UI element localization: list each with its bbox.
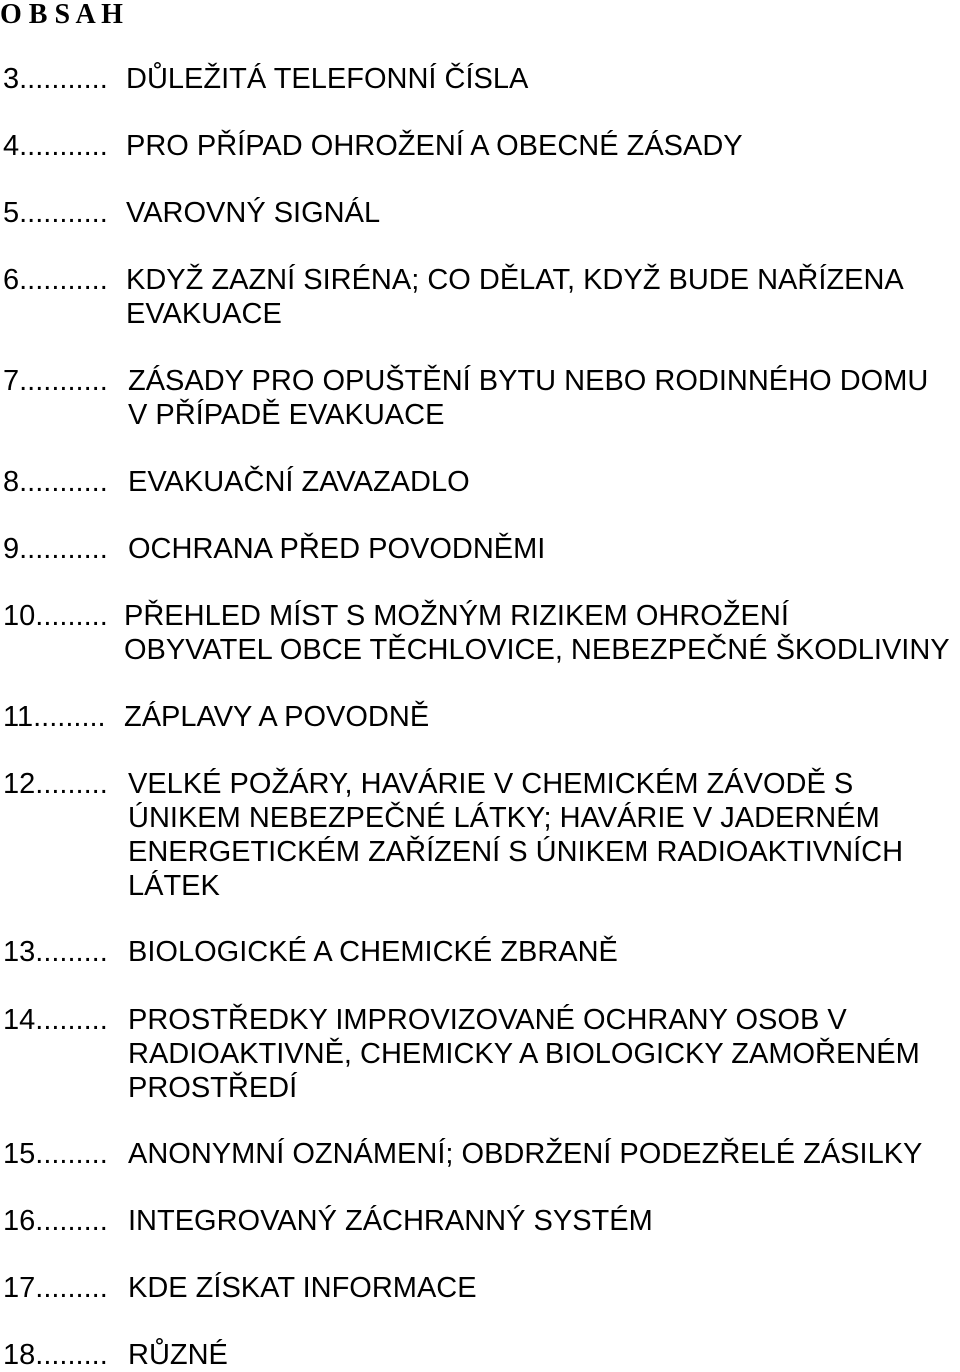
toc-entry-text: ANONYMNÍ OZNÁMENÍ; OBDRŽENÍ PODEZŘELÉ ZÁSILKY (128, 1138, 923, 1170)
toc-entry-number: 5........... (3, 197, 108, 229)
toc-entry-text: KDE ZÍSKAT INFORMACE (128, 1272, 477, 1304)
toc-entry-number: 14......... (3, 1004, 108, 1036)
toc-entry-text: ÚNIKEM NEBEZPEČNÉ LÁTKY; HAVÁRIE V JADERNÉM (128, 802, 880, 834)
toc-entry-number: 12......... (3, 768, 108, 800)
toc-entry-text: PROSTŘEDKY IMPROVIZOVANÉ OCHRANY OSOB V (128, 1004, 847, 1036)
toc-entry-number: 11......... (3, 701, 106, 733)
toc-entry-number: 13......... (3, 936, 108, 968)
page-title: O B S A H (0, 0, 123, 30)
toc-entry-number: 16......... (3, 1205, 108, 1237)
toc-entry-text: PŘEHLED MÍST S MOŽNÝM RIZIKEM OHROŽENÍ (124, 600, 789, 632)
toc-entry-text: INTEGROVANÝ ZÁCHRANNÝ SYSTÉM (128, 1205, 653, 1237)
toc-entry-text: ENERGETICKÉM ZAŘÍZENÍ S ÚNIKEM RADIOAKTIVNÍCH (128, 836, 904, 868)
toc-entry-number: 4........... (3, 130, 108, 162)
toc-entry-text: RŮZNÉ (128, 1339, 228, 1371)
toc-entry-text: PROSTŘEDÍ (128, 1072, 298, 1104)
toc-entry-text: ZÁSADY PRO OPUŠTĚNÍ BYTU NEBO RODINNÉHO DOMU (128, 365, 929, 397)
toc-entry-number: 3........... (3, 63, 108, 95)
toc-entry-number: 9........... (3, 533, 108, 565)
toc-entry-text: VAROVNÝ SIGNÁL (126, 197, 381, 229)
toc-entry-number: 17......... (3, 1272, 108, 1304)
toc-entry-number: 6........... (3, 264, 108, 296)
toc-entry-number: 15......... (3, 1138, 108, 1170)
toc-entry-text: EVAKUACE (126, 298, 282, 330)
toc-entry-text: ZÁPLAVY A POVODNĚ (124, 701, 430, 733)
toc-entry-text: PRO PŘÍPAD OHROŽENÍ A OBECNÉ ZÁSADY (126, 130, 743, 162)
toc-entry-text: RADIOAKTIVNĚ, CHEMICKY A BIOLOGICKY ZAMOŘENÉM (128, 1038, 920, 1070)
toc-entry-text: V PŘÍPADĚ EVAKUACE (128, 399, 445, 431)
toc-entry-text: LÁTEK (128, 870, 220, 902)
toc-entry-text: OCHRANA PŘED POVODNĚMI (128, 533, 546, 565)
toc-entry-text: DŮLEŽITÁ TELEFONNÍ ČÍSLA (126, 63, 529, 95)
toc-entry-number: 10......... (3, 600, 108, 632)
toc-entry-text: VELKÉ POŽÁRY, HAVÁRIE V CHEMICKÉM ZÁVODĚ S (128, 768, 854, 800)
toc-entry-number: 18......... (3, 1339, 108, 1371)
toc-entry-number: 7........... (3, 365, 108, 397)
toc-entry-text: KDYŽ ZAZNÍ SIRÉNA; CO DĚLAT, KDYŽ BUDE NAŘÍZENA (126, 264, 904, 296)
toc-entry-number: 8........... (3, 466, 108, 498)
toc-entry-text: BIOLOGICKÉ A CHEMICKÉ ZBRANĚ (128, 936, 618, 968)
toc-entry-text: OBYVATEL OBCE TĚCHLOVICE, NEBEZPEČNÉ ŠKODLIVINY (124, 634, 950, 666)
toc-entry-text: EVAKUAČNÍ ZAVAZADLO (128, 466, 470, 498)
